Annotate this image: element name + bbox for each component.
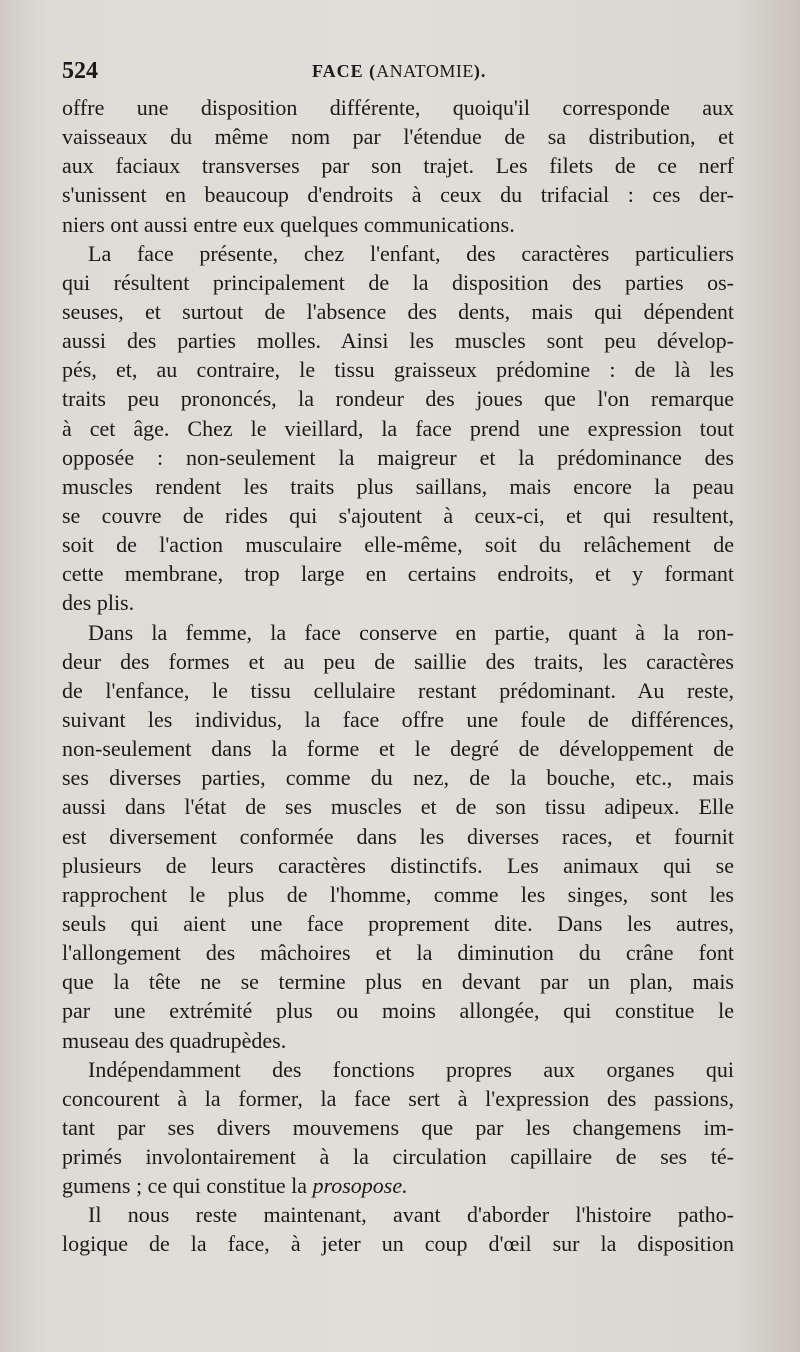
text-line: se couvre de rides qui s'ajoutent à ceux-ci, et qui resultent, xyxy=(62,502,734,528)
text-line: plusieurs de leurs caractères distinctifs. Les animaux qui se xyxy=(62,852,734,878)
text-line: l'allongement des mâchoires et la diminution du crâne font xyxy=(62,940,734,966)
text-line: niers ont aussi entre eux quelques communications. xyxy=(62,211,515,237)
text-line: traits peu prononcés, la rondeur des joues que l'on remarque xyxy=(62,386,734,412)
text-line: que la tête ne se termine plus en devant par un plan, mais xyxy=(62,969,734,995)
text-line: des plis. xyxy=(62,590,135,616)
running-title-sub: ANATOMIE xyxy=(376,61,474,81)
text-line: Indépendamment des fonctions propres aux organes qui xyxy=(88,1056,734,1082)
text-line: primés involontairement à la circulation capillaire de ses té- xyxy=(62,1144,734,1170)
text-line: concourent à la former, la face sert à l'expression des passions, xyxy=(62,1085,734,1111)
text-line-with-italic xyxy=(62,1171,734,1200)
text-line: offre une disposition différente, quoiqu'il corresponde aux xyxy=(62,95,734,120)
text-line: par une extrémité plus ou moins allongée, qui constitue le xyxy=(62,998,734,1024)
text-line: aussi des parties molles. Ainsi les muscles sont peu dévelop- xyxy=(62,328,734,354)
running-title xyxy=(312,61,486,82)
text-line: muscles rendent les traits plus saillans, mais encore la peau xyxy=(62,473,734,499)
text-line: s'unissent en beaucoup d'endroits à ceux du trifacial : ces der- xyxy=(62,182,734,208)
text-line: cette membrane, trop large en certains endroits, et y formant xyxy=(62,561,734,587)
text-line: aussi dans l'état de ses muscles et de son tissu adipeux. Elle xyxy=(62,794,734,820)
page-number: 524 xyxy=(62,58,98,84)
text-line: deur des formes et au peu de saillie des traits, les caractères xyxy=(62,648,734,674)
text-line: seuls qui aient une face proprement dite. Dans les autres, xyxy=(62,910,734,936)
text-line: aux faciaux transverses par son trajet. Les filets de ce nerf xyxy=(62,153,734,179)
text-line: vaisseaux du même nom par l'étendue de sa distribution, et xyxy=(62,124,734,150)
text-line: Il nous reste maintenant, avant d'aborder l'histoire patho- xyxy=(88,1202,734,1228)
text-line: à cet âge. Chez le vieillard, la face prend une expression tout xyxy=(62,415,734,441)
text-line: La face présente, chez l'enfant, des caractères particuliers xyxy=(88,240,734,266)
text-line: soit de l'action musculaire elle-même, soit du relâchement de xyxy=(62,532,734,558)
text-line: suivant les individus, la face offre une foule de différences, xyxy=(62,706,734,732)
text-line: est diversement conformée dans les diverses races, et fournit xyxy=(62,823,734,849)
text-line: rapprochent le plus de l'homme, comme les singes, sont les xyxy=(62,881,734,907)
text-line: opposée : non-seulement la maigreur et la prédominance des xyxy=(62,444,734,470)
body-text xyxy=(62,93,734,1259)
running-title-end: ). xyxy=(473,61,487,81)
page-header xyxy=(62,58,734,88)
text-line: ses diverses parties, comme du nez, de la bouche, etc., mais xyxy=(62,765,734,791)
text-line: logique de la face, à jeter un coup d'œil sur la disposition xyxy=(62,1231,734,1257)
text-line: seuses, et surtout de l'absence des dents, mais qui dépendent xyxy=(62,298,734,324)
text-line: de l'enfance, le tissu cellulaire restant prédominant. Au reste, xyxy=(62,677,734,703)
text-line-part: gumens ; ce qui constitue la xyxy=(62,1173,313,1199)
text-line: Dans la femme, la face conserve en partie, quant à la ron- xyxy=(88,619,734,645)
text-line: qui résultent principalement de la disposition des parties os- xyxy=(62,269,734,295)
text-line: tant par ses divers mouvemens que par les changemens im- xyxy=(62,1114,734,1140)
text-line: museau des quadrupèdes. xyxy=(62,1027,287,1053)
italic-term: prosopose. xyxy=(312,1173,408,1199)
text-line: pés, et, au contraire, le tissu graisseux prédomine : de là les xyxy=(62,357,734,383)
running-title-main: FACE ( xyxy=(312,61,377,81)
text-line: non-seulement dans la forme et le degré de développement de xyxy=(62,736,734,762)
